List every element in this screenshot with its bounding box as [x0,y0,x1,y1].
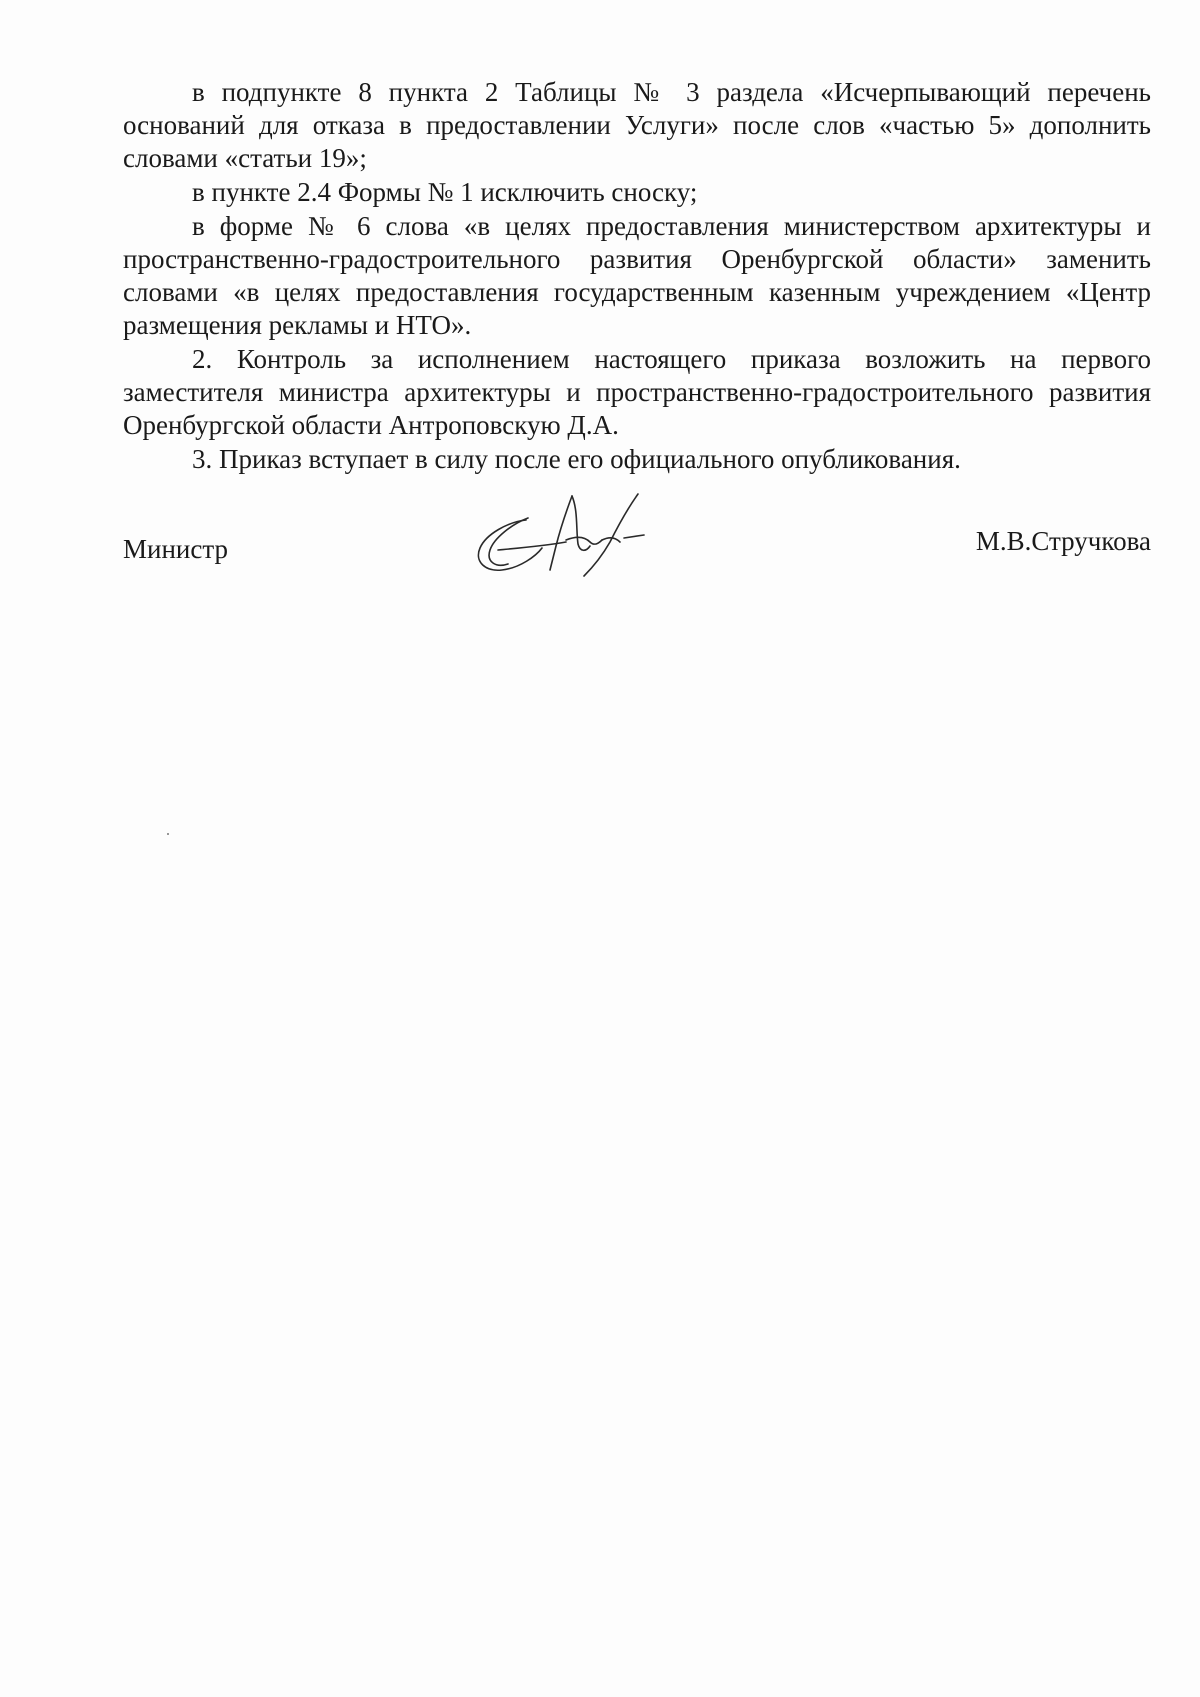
paragraph-1: в подпункте 8 пункта 2 Таблицы № 3 раздела «Исчерпывающий перечень оснований для отказа в предоставлении Услуги» после слов «частью 5» дополнить словами «статьи 19»; [123,77,1151,173]
handwritten-signature-icon [468,490,658,580]
paragraph-4: 2. Контроль за исполнением настоящего приказа возложить на первого заместителя министра архитектуры и пространственно-градостроительного развития Оренбургской области Антроповскую Д.А. [123,344,1151,440]
scan-speck [167,833,169,835]
signature-block [123,490,1151,590]
paragraph-3: в форме № 6 слова «в целях предоставления министерством архитектуры и пространственно-градостроительного развития Оренбургской области» заменить словами «в целях предоставления государственным казенным учреждением «Центр размещения рекламы и НТО». [123,211,1151,340]
signatory-role: Министр [123,534,228,564]
paragraph-5: 3. Приказ вступает в силу после его официального опубликования. [192,444,961,474]
signatory-name: М.В.Стручкова [975,526,1151,556]
paragraph-2: в пункте 2.4 Формы № 1 исключить сноску; [192,177,698,207]
document-body [123,76,1151,477]
